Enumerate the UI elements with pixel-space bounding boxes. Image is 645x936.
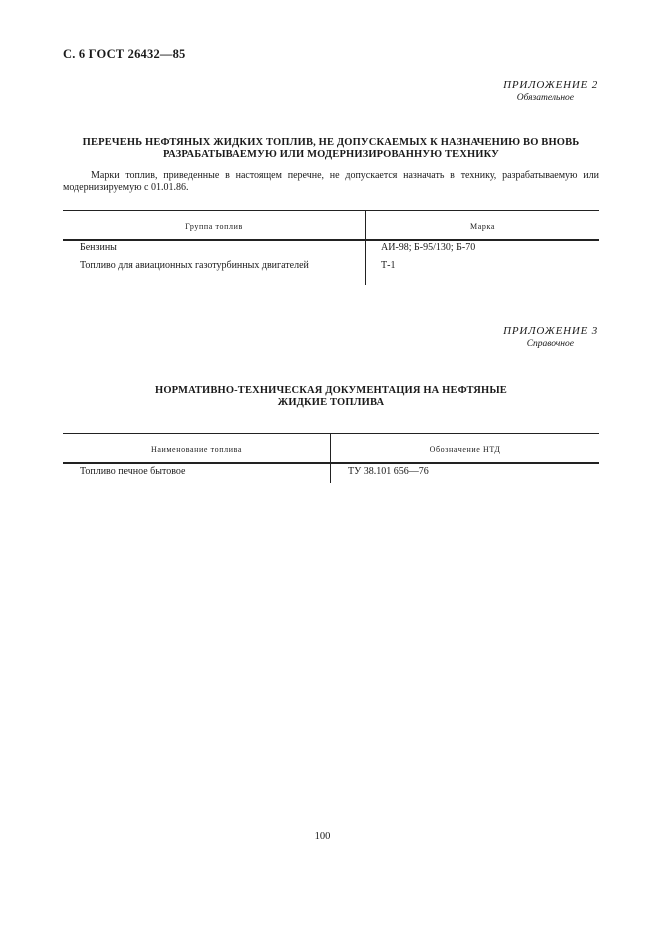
column-header-ntd-designation: Обозначение НТД: [429, 445, 501, 454]
appendix-2-title-line-2: РАЗРАБАТЫВАЕМУЮ ИЛИ МОДЕРНИЗИРОВАННУЮ ТЕХНИКУ: [162, 149, 500, 160]
table-header-rule: [63, 239, 599, 241]
appendix-3-label-block: [503, 325, 598, 350]
appendix-2-title-line-1: ПЕРЕЧЕНЬ НЕФТЯНЫХ ЖИДКИХ ТОПЛИВ, НЕ ДОПУСКАЕМЫХ К НАЗНАЧЕНИЮ ВО ВНОВЬ: [82, 137, 580, 148]
table-cell-fuel-name: Топливо печное бытовое: [80, 466, 186, 477]
table-column-divider: [330, 433, 331, 483]
fuel-list-table: [63, 210, 599, 285]
page-number: 100: [314, 831, 331, 842]
appendix-3-status: Справочное: [526, 339, 574, 349]
table-top-rule: [63, 433, 599, 434]
appendix-3-title-line-1: НОРМАТИВНО-ТЕХНИЧЕСКАЯ ДОКУМЕНТАЦИЯ НА НЕФТЯНЫЕ: [155, 385, 507, 396]
table-cell-fuel-group: Топливо для авиационных газотурбинных двигателей: [80, 260, 309, 271]
appendix-3-label: ПРИЛОЖЕНИЕ 3: [503, 325, 598, 337]
column-header-fuel-name: Наименование топлива: [150, 445, 242, 454]
table-top-rule: [63, 210, 599, 211]
table-cell-fuel-group: Бензины: [80, 242, 117, 253]
table-cell-grade: АИ-98; Б-95/130; Б-70: [381, 242, 476, 253]
table-header-rule: [63, 462, 599, 464]
appendix-3-title: [63, 385, 599, 409]
column-header-grade: Марка: [470, 222, 495, 231]
appendix-2-label: ПРИЛОЖЕНИЕ 2: [503, 79, 598, 91]
table-cell-ntd-designation: ТУ 38.101 656—76: [348, 466, 429, 477]
appendix-2-status: Обязательное: [516, 93, 574, 103]
appendix-2-intro-text: Марки топлив, приведенные в настоящем перечне, не допускается назначать в технику, разрабатываемую или модернизируемую с 01.01.86.: [63, 170, 599, 193]
appendix-2-label-block: [503, 79, 598, 104]
page-header: С. 6 ГОСТ 26432—85: [63, 47, 186, 61]
appendix-3-title-line-2: ЖИДКИЕ ТОПЛИВА: [277, 397, 385, 408]
appendix-2-title: [63, 137, 599, 161]
column-header-fuel-group: Группа топлив: [185, 222, 243, 231]
table-cell-grade: Т-1: [381, 260, 396, 271]
appendix-2-intro-paragraph: [63, 170, 599, 194]
normative-docs-table: [63, 433, 599, 483]
